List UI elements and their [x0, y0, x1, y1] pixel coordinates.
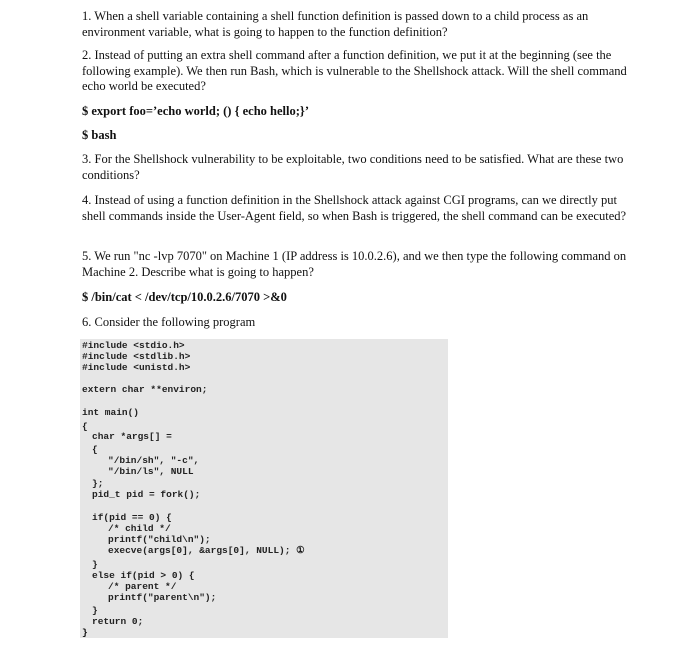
code-line: { — [92, 444, 98, 455]
code-line: #include <unistd.h> — [82, 362, 191, 373]
code-line: int main() — [82, 407, 140, 418]
code-line: char *args[] = — [92, 431, 172, 442]
code-line: /* parent */ — [108, 581, 177, 592]
code-line: { — [82, 421, 88, 432]
question-2: 2. Instead of putting an extra shell command after a function definition, we put it at the beginning (see the following example). We then run Bash, which is vulnerable to the Shellshock attack. Will the shell command echo world be executed? — [82, 48, 627, 93]
code-line: return 0; — [92, 616, 144, 627]
code-line: #include <stdlib.h> — [82, 351, 191, 362]
code-line: }; — [92, 478, 104, 489]
code-line: else if(pid > 0) { — [92, 570, 195, 581]
code-line: } — [82, 627, 88, 638]
command-export: $ export foo=’echo world; () { echo hello;}’ — [82, 104, 309, 118]
code-block — [80, 339, 448, 638]
code-line: } — [92, 559, 98, 570]
question-3: 3. For the Shellshock vulnerability to be exploitable, two conditions need to be satisfied. What are these two conditions? — [82, 152, 624, 182]
question-5: 5. We run "nc -lvp 7070" on Machine 1 (IP address is 10.0.2.6), and we then type the following command on Machine 2. Describe what is going to happen? — [82, 249, 627, 279]
code-line: if(pid == 0) { — [92, 512, 172, 523]
code-line: "/bin/sh", "-c", — [108, 455, 200, 466]
code-line: pid_t pid = fork(); — [92, 489, 201, 500]
command-bash: $ bash — [82, 128, 117, 142]
code-line: extern char **environ; — [82, 384, 208, 395]
command-bin-cat: $ /bin/cat < /dev/tcp/10.0.2.6/7070 >&0 — [82, 290, 287, 304]
code-line: execve(args[0], &args[0], NULL); ① — [108, 545, 305, 556]
code-line: printf("parent\n"); — [108, 592, 217, 603]
code-line: #include <stdio.h> — [82, 340, 185, 351]
question-1: 1. When a shell variable containing a shell function definition is passed down to a child process as an environment variable, what is going to happen to the function definition? — [82, 9, 589, 39]
question-6: 6. Consider the following program — [82, 315, 256, 329]
code-line: } — [92, 605, 98, 616]
code-line: /* child */ — [108, 523, 171, 534]
code-line: printf("child\n"); — [108, 534, 211, 545]
question-4: 4. Instead of using a function definition in the Shellshock attack against CGI programs, can we directly put shell commands inside the User-Agent field, so when Bash is triggered, the shell command can be executed? — [82, 193, 627, 223]
code-line: "/bin/ls", NULL — [108, 466, 194, 477]
